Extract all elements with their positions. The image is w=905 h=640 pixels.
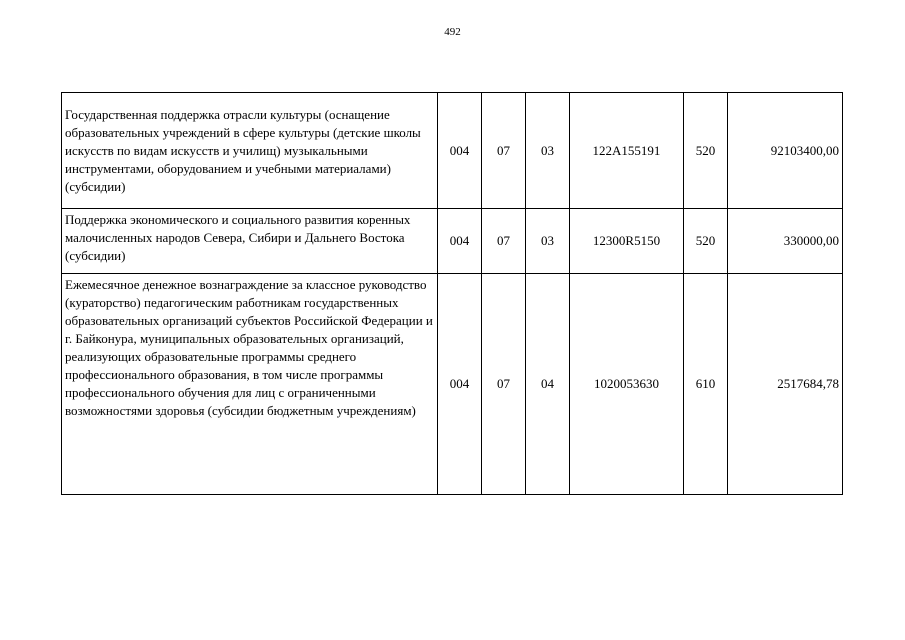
section-code: 07	[482, 274, 526, 495]
page-number: 492	[444, 26, 461, 38]
table-row	[62, 93, 843, 209]
ministry-code: 004	[438, 209, 482, 274]
budget-table	[61, 92, 843, 495]
section-code: 07	[482, 209, 526, 274]
expense-type-code: 610	[684, 274, 728, 495]
table-row	[62, 209, 843, 274]
expense-type-code: 520	[684, 209, 728, 274]
target-article-code: 12300R5150	[570, 209, 684, 274]
amount: 330000,00	[728, 209, 843, 274]
subsection-code: 03	[526, 209, 570, 274]
row-description: Ежемесячное денежное вознаграждение за классное руководство (кураторство) педагогическим работникам государственных образовательных организаций субъектов Российской Федерации и г. Байконура, муниципальных образовательных организаций, реализующих образовательные программы среднего профессионального образования, в том числе программы профессионального обучения для лиц с ограниченными возможностями здоровья (субсидии бюджетным учреждениям)	[62, 274, 438, 495]
row-description: Поддержка экономического и социального развития коренных малочисленных народов Севера, Сибири и Дальнего Востока (субсидии)	[62, 209, 438, 274]
subsection-code: 03	[526, 93, 570, 209]
row-description: Государственная поддержка отрасли культуры (оснащение образовательных учреждений в сфере культуры (детские школы искусств по видам искусств и училищ) музыкальными инструментами, оборудованием и учебными материалами) (субсидии)	[62, 93, 438, 209]
subsection-code: 04	[526, 274, 570, 495]
target-article-code: 1020053630	[570, 274, 684, 495]
amount: 2517684,78	[728, 274, 843, 495]
target-article-code: 122А155191	[570, 93, 684, 209]
table-row	[62, 274, 843, 495]
section-code: 07	[482, 93, 526, 209]
ministry-code: 004	[438, 93, 482, 209]
amount: 92103400,00	[728, 93, 843, 209]
ministry-code: 004	[438, 274, 482, 495]
expense-type-code: 520	[684, 93, 728, 209]
